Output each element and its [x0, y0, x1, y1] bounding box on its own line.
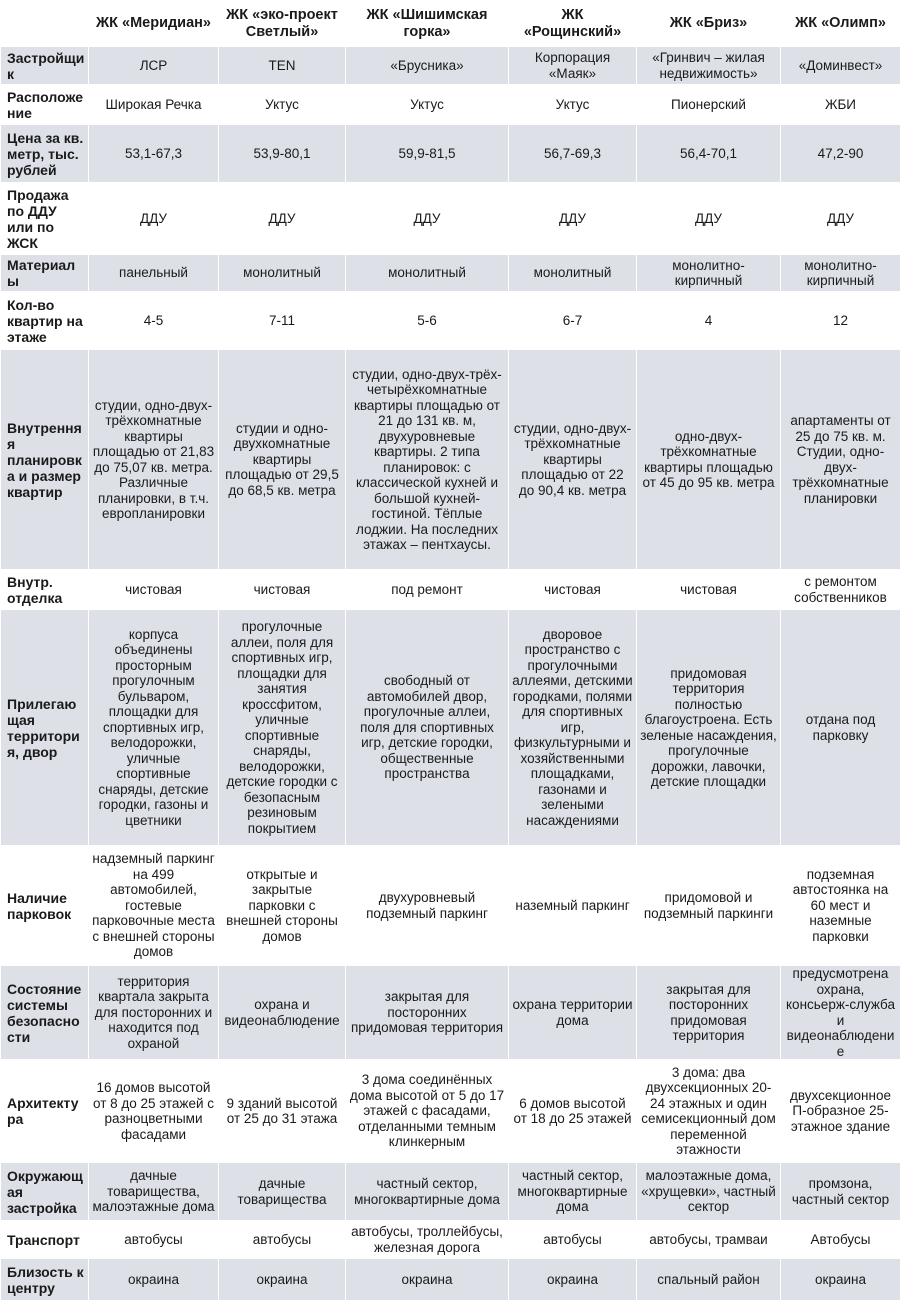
table-cell: монолитный: [346, 255, 509, 292]
table-cell: ДДУ: [509, 183, 637, 255]
table-cell: 3 дома соединённых дома высотой от 5 до 17 этажей с фасадами, отделанными темным клинкерным: [346, 1060, 509, 1163]
table-row-parking: [1, 846, 900, 966]
table-cell: под ремонт: [346, 570, 509, 610]
table-row-sale-type: [1, 183, 900, 255]
table-cell: студии, одно-двух-трёхкомнатные квартиры площадью от 22 до 90,4 кв. метра: [509, 350, 637, 570]
table-cell: Пионерский: [637, 85, 781, 125]
table-cell: 56,7-69,3: [509, 125, 637, 183]
table-cell: студии, одно-двух-трёх-четырёхкомнатные квартиры площадью от 21 до 131 кв. м, двухуровневые квартиры. 2 типа планировок: с классической кухней и большой кухней-гостиной. Тёплые лоджии. На последних этажах – пентхаусы.: [346, 350, 509, 570]
table-cell: ДДУ: [89, 183, 219, 255]
table-cell: ЛСР: [89, 47, 219, 85]
table-cell: ДДУ: [637, 183, 781, 255]
row-label: Внутренняя планировка и размер квартир: [1, 350, 89, 570]
table-cell: Уктус: [346, 85, 509, 125]
table-cell: автобусы: [89, 1221, 219, 1259]
row-label: Внутр. отделка: [1, 570, 89, 610]
table-cell: автобусы: [509, 1221, 637, 1259]
table-cell: подземная автостоянка на 60 мест и наземные парковки: [781, 846, 900, 966]
row-label: Прилегающая территория, двор: [1, 610, 89, 846]
table-cell: студии, одно-двух-трёхкомнатные квартиры площадью от 21,83 до 75,07 кв. метра. Различные планировки, в т.ч. европланировки: [89, 350, 219, 570]
table-cell: ДДУ: [346, 183, 509, 255]
table-cell: чистовая: [219, 570, 346, 610]
row-label: Цена за кв. метр, тыс. рублей: [1, 125, 89, 183]
table-cell: окраина: [89, 1259, 219, 1301]
table-cell: охрана территории дома: [509, 966, 637, 1060]
table-row-developer: [1, 47, 900, 85]
table-cell: TEN: [219, 47, 346, 85]
table-cell: Широкая Речка: [89, 85, 219, 125]
row-label: Застройщик: [1, 47, 89, 85]
header-meridian: ЖК «Меридиан»: [89, 1, 219, 47]
table-cell: дачные товарищества, малоэтажные дома: [89, 1163, 219, 1221]
table-cell: свободный от автомобилей двор, прогулочные аллеи, поля для спортивных игр, детские городки, общественные пространства: [346, 610, 509, 846]
table-cell: «Доминвест»: [781, 47, 900, 85]
table-cell: 53,1-67,3: [89, 125, 219, 183]
table-row-center-proximity: [1, 1259, 900, 1301]
row-label: Окружающая застройка: [1, 1163, 89, 1221]
table-row-location: [1, 85, 900, 125]
table-cell: придомовая территория полностью благоустроена. Есть зеленые насаждения, прогулочные дорожки, лавочки, детские площадки: [637, 610, 781, 846]
table-cell: 16 домов высотой от 8 до 25 этажей с разноцветными фасадами: [89, 1060, 219, 1163]
table-cell: малоэтажные дома, «хрущевки», частный сектор: [637, 1163, 781, 1221]
table-cell: 4: [637, 292, 781, 350]
table-cell: «Гринвич – жилая недвижимость»: [637, 47, 781, 85]
row-label: Наличие парковок: [1, 846, 89, 966]
table-cell: автобусы, троллейбусы, железная дорога: [346, 1221, 509, 1259]
table-cell: корпуса объединены просторным прогулочным бульваром, площадки для спортивных игр, велодорожки, уличные спортивные снаряды, детские городки, газоны и цветники: [89, 610, 219, 846]
table-cell: промзона, частный сектор: [781, 1163, 900, 1221]
table-cell: окраина: [509, 1259, 637, 1301]
table-cell: 59,9-81,5: [346, 125, 509, 183]
table-row-price: [1, 125, 900, 183]
header-roshchinsky: ЖК «Рощинский»: [509, 1, 637, 47]
table-cell: монолитно-кирпичный: [637, 255, 781, 292]
table-cell: апартаменты от 25 до 75 кв. м. Студии, одно-двух-трёхкомнатные планировки: [781, 350, 900, 570]
table-cell: открытые и закрытые парковки с внешней стороны домов: [219, 846, 346, 966]
table-cell: чистовая: [89, 570, 219, 610]
table-row-apartments-per-floor: [1, 292, 900, 350]
table-cell: придомовой и подземный паркинги: [637, 846, 781, 966]
corner-cell: [1, 1, 89, 47]
table-cell: 7-11: [219, 292, 346, 350]
table-cell: чистовая: [509, 570, 637, 610]
table-cell: ДДУ: [781, 183, 900, 255]
table-cell: одно-двух-трёхкомнатные квартиры площадью от 45 до 95 кв. метра: [637, 350, 781, 570]
table-row-finishing: [1, 570, 900, 610]
table-cell: дворовое пространство с прогулочными аллеями, детскими городками, полями для спортивных игр, физкультурными и хозяйственными площадками, газонами и зелеными насаждениями: [509, 610, 637, 846]
header-shishimskaya: ЖК «Шишимская горка»: [346, 1, 509, 47]
table-cell: окраина: [219, 1259, 346, 1301]
header-svetly: ЖК «эко-проект Светлый»: [219, 1, 346, 47]
table-cell: двухуровневый подземный паркинг: [346, 846, 509, 966]
table-cell: надземный паркинг на 499 автомобилей, гостевые парковочные места с внешней стороны домов: [89, 846, 219, 966]
row-label: Архитектура: [1, 1060, 89, 1163]
row-label: Продажа по ДДУ или по ЖСК: [1, 183, 89, 255]
table-row-materials: [1, 255, 900, 292]
table-cell: монолитно-кирпичный: [781, 255, 900, 292]
table-cell: закрытая для посторонних придомовая территория: [346, 966, 509, 1060]
table-cell: отдана под парковку: [781, 610, 900, 846]
table-cell: автобусы, трамваи: [637, 1221, 781, 1259]
table-row-territory: [1, 610, 900, 846]
table-cell: окраина: [781, 1259, 900, 1301]
header-briz: ЖК «Бриз»: [637, 1, 781, 47]
table-cell: 6-7: [509, 292, 637, 350]
table-row-security: [1, 966, 900, 1060]
table-cell: двухсекционное П-образное 25-этажное здание: [781, 1060, 900, 1163]
table-row-layout: [1, 350, 900, 570]
table-cell: чистовая: [637, 570, 781, 610]
table-cell: с ремонтом собственников: [781, 570, 900, 610]
table-cell: прогулочные аллеи, поля для спортивных игр, площадки для занятия кроссфитом, уличные спортивные снаряды, велодорожки, детские городки с безопасным резиновым покрытием: [219, 610, 346, 846]
table-row-surroundings: [1, 1163, 900, 1221]
table-cell: Уктус: [509, 85, 637, 125]
table-cell: закрытая для посторонних придомовая территория: [637, 966, 781, 1060]
header-row: [1, 1, 900, 47]
table-row-transport: [1, 1221, 900, 1259]
table-cell: 3 дома: два двухсекционных 20-24 этажных и один семисекционный дом переменной этажности: [637, 1060, 781, 1163]
table-cell: Уктус: [219, 85, 346, 125]
row-label: Расположение: [1, 85, 89, 125]
table-cell: автобусы: [219, 1221, 346, 1259]
row-label: Материалы: [1, 255, 89, 292]
row-label: Близость к центру: [1, 1259, 89, 1301]
table-cell: Корпорация «Маяк»: [509, 47, 637, 85]
table-cell: 9 зданий высотой от 25 до 31 этажа: [219, 1060, 346, 1163]
table-cell: 5-6: [346, 292, 509, 350]
table-cell: наземный паркинг: [509, 846, 637, 966]
table-cell: 4-5: [89, 292, 219, 350]
table-row-architecture: [1, 1060, 900, 1163]
row-label: Состояние системы безопасности: [1, 966, 89, 1060]
table-cell: территория квартала закрыта для посторонних и находится под охраной: [89, 966, 219, 1060]
table-body: [1, 47, 900, 1301]
table-cell: Автобусы: [781, 1221, 900, 1259]
table-cell: 6 домов высотой от 18 до 25 этажей: [509, 1060, 637, 1163]
table-cell: панельный: [89, 255, 219, 292]
table-cell: 53,9-80,1: [219, 125, 346, 183]
table-cell: спальный район: [637, 1259, 781, 1301]
table-cell: 47,2-90: [781, 125, 900, 183]
table-cell: охрана и видеонаблюдение: [219, 966, 346, 1060]
table-cell: студии и одно-двухкомнатные квартиры площадью от 29,5 до 68,5 кв. метра: [219, 350, 346, 570]
table-cell: 12: [781, 292, 900, 350]
table-cell: ДДУ: [219, 183, 346, 255]
table-cell: дачные товарищества: [219, 1163, 346, 1221]
table-cell: частный сектор, многоквартирные дома: [346, 1163, 509, 1221]
row-label: Транспорт: [1, 1221, 89, 1259]
table-cell: монолитный: [219, 255, 346, 292]
header-olimp: ЖК «Олимп»: [781, 1, 900, 47]
table-cell: 56,4-70,1: [637, 125, 781, 183]
table-cell: предусмотрена охрана, консьерж-служба и видеонаблюдение: [781, 966, 900, 1060]
table-cell: частный сектор, многоквартирные дома: [509, 1163, 637, 1221]
row-label: Кол-во квартир на этаже: [1, 292, 89, 350]
table-cell: монолитный: [509, 255, 637, 292]
table-cell: «Брусника»: [346, 47, 509, 85]
table-cell: ЖБИ: [781, 85, 900, 125]
table-cell: окраина: [346, 1259, 509, 1301]
